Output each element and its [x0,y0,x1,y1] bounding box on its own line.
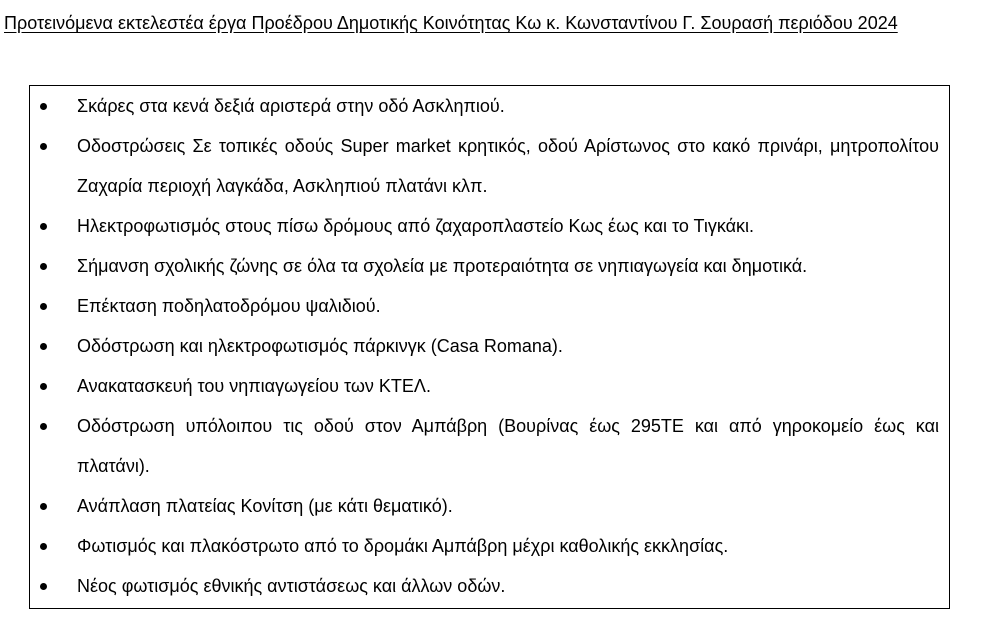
list-item-text: Σήμανση σχολικής ζώνης σε όλα τα σχολεία με προτεραιότητα σε νηπιαγωγεία και δημοτικά. [77,256,808,276]
list-item [30,286,949,326]
list-item-text: Ανακατασκευή του νηπιαγωγείου των ΚΤΕΛ. [77,376,431,396]
list-item [30,86,949,126]
list-item-text: Φωτισμός και πλακόστρωτο από το δρομάκι Αμπάβρη μέχρι καθολικής εκκλησίας. [77,536,729,556]
bullet-icon [40,103,47,110]
projects-box [29,85,950,609]
document-title: Προτεινόμενα εκτελεστέα έργα Προέδρου Δημοτικής Κοινότητας Κω κ. Κωνσταντίνου Γ. Σουρασή περιόδου 2024 [4,13,898,33]
bullet-icon [40,423,47,430]
bullet-icon [40,303,47,310]
list-item [30,566,949,606]
bullet-icon [40,503,47,510]
list-item [30,126,949,206]
list-item-text: Οδοστρώσεις Σε τοπικές οδούς Super market κρητικός, οδού Αρίστωνος στο κακό πρινάρι, μητροπολίτου Ζαχαρία περιοχή λαγκάδα, Ασκληπιού πλατάνι κλπ. [77,136,939,196]
bullet-icon [40,223,47,230]
list-item-text: Νέος φωτισμός εθνικής αντιστάσεως και άλλων οδών. [77,576,506,596]
bullet-icon [40,343,47,350]
list-item-text: Οδόστρωση και ηλεκτροφωτισμός πάρκινγκ (Casa Romana). [77,336,563,356]
list-item [30,246,949,286]
list-item [30,406,949,486]
list-item [30,326,949,366]
list-item [30,526,949,566]
list-item-text: Οδόστρωση υπόλοιπου τις οδού στον Αμπάβρη (Βουρίνας έως 295ΤΕ και από γηροκομείο έως και πλατάνι). [77,416,939,476]
bullet-icon [40,143,47,150]
list-item [30,486,949,526]
list-item-text: Σκάρες στα κενά δεξιά αριστερά στην οδό Ασκληπιού. [77,96,505,116]
bullet-icon [40,263,47,270]
list-item-text: Ανάπλαση πλατείας Κονίτση (με κάτι θεματικό). [77,496,453,516]
list-item-text: Ηλεκτροφωτισμός στους πίσω δρόμους από ζαχαροπλαστείο Κως έως και το Τιγκάκι. [77,216,755,236]
bullet-icon [40,583,47,590]
list-item [30,206,949,246]
bullet-icon [40,383,47,390]
list-item [30,366,949,406]
projects-list [30,86,949,606]
list-item-text: Επέκταση ποδηλατοδρόμου ψαλιδιού. [77,296,381,316]
bullet-icon [40,543,47,550]
